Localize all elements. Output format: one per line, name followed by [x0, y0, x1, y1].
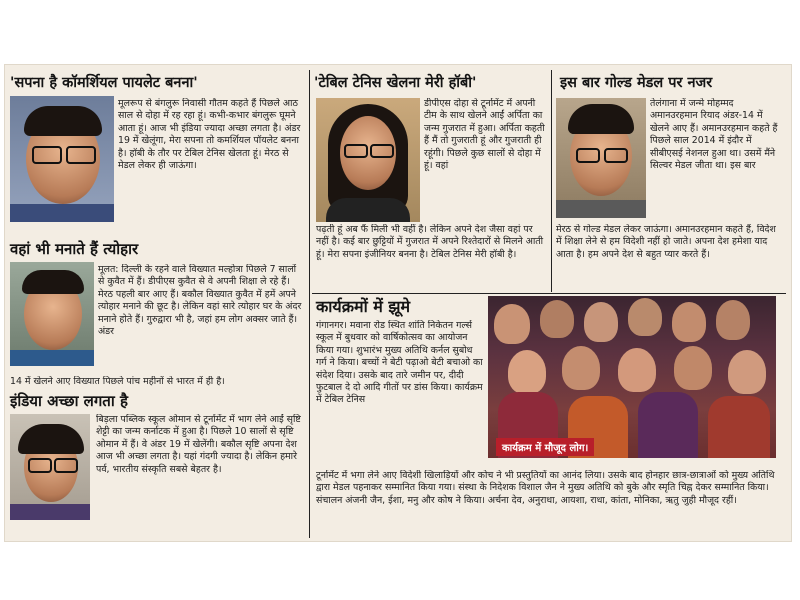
story4-photo — [316, 98, 420, 222]
story5-body-full: मेरठ से गोल्ड मेडल लेकर जाऊंगा। अमानउरहमान कहते हैं, विदेश में शिक्षा लेने से हम विदेशी नहीं हो जाते। अपना देश हमेशा याद आता है। हम अपने देश से बहुत प्यार करते हैं। — [556, 224, 776, 260]
story2-headline: वहां भी मनाते हैं त्योहार — [10, 240, 139, 258]
story4-body-right: डीपीएस दोहा से टूर्नामेंट में अपनी टीम के साथ खेलने आईं अर्पिता का जन्म गुजरात में हुआ। अर्पिता कहती हैं मैं तो गुजराती हूं और गुजराती ही रहूंगी। पिछले कुछ सालों से दोहा में हूं। वहां — [424, 98, 545, 172]
story3-body: बिड़ला पब्लिक स्कूल ओमान से टूर्नामेंट में भाग लेने आईं सृष्टि शेट्टी का जन्म कर्नाटक में हुआ है। पिछले 10 सालों से सृष्टि ओमान में हैं। वे अंडर 19 में खेलेंगी। बकौल सृष्टि अपना देश आज भी अच्छा लगता है। यहां गंदगी ज्यादा है। लेकिन हमारे पर्व, भारतीय संस्कृति सबसे बेहतर है। — [96, 414, 301, 475]
event-photo-caption: कार्यक्रम में मौजूद लोग। — [496, 438, 594, 456]
story2-body-right: मूलत: दिल्ली के रहने वाले विख्यात मल्होत्रा पिछले 7 सालों से कुवैत में हैं। डीपीएस कुवैत से वे अपनी शिक्षा ले रहे हैं। मेरठ पहली बार आए हैं। बकौल विख्यात कुवैत में हमें अपने त्योहार मनाने की छूट है। लेकिन वहां सारे त्योहार घर के अंदर मनाने होते हैं। गुरुद्वारा भी है, जहां हम लोग अक्सर जाते हैं। अंडर — [98, 264, 302, 338]
event-headline: कार्यक्रमों में झूमे — [316, 297, 411, 316]
story5-body-right: तेलंगाना में जन्मे मोहम्मद अमानउरहमान रियाद अंडर-14 में खेलने आए हैं। अमानउरहमान कहते हैं पिछले साल 2014 में इंदौर में सीबीएसई नेशनल हुआ था। उसमें मैंने सिल्वर मेडल जीता था। इस बार — [650, 98, 778, 172]
event-photo — [488, 296, 776, 458]
story5-photo — [556, 98, 646, 218]
column-divider-1 — [309, 70, 310, 538]
story4-body-full: पढ़ती हूं अब फैं मिली भी वहीं है। लेकिन अपने देश जैसा वहां पर नहीं है। कई बार छुट्टियों में गुजरात में अपने रिश्तेदारों से मिलने आती हूं। मेरा सपना इंजीनियर बनना है। टेबिल टेनिस मेरी हॉबी है। — [316, 224, 544, 260]
story4-headline: 'टेबिल टेनिस खेलना मेरी हॉबी' — [314, 75, 477, 91]
story3-headline: इंडिया अच्छा लगता है — [10, 392, 128, 410]
story2-body-full: 14 में खेलने आए विख्यात पिछले पांच महीनों से भारत में ही है। — [10, 376, 225, 387]
story2-photo — [10, 262, 94, 366]
story3-photo — [10, 414, 90, 520]
event-body-left: गंगानगर। मवाना रोड स्थित शांति निकेतन गर्ल्स स्कूल में बुधवार को वार्षिकोत्सव का आयोजन किया गया। शुभारंभ मुख्य अतिथि कर्नल सुबोध गर्ग ने किया। बच्चों ने बेटी पढ़ाओ बेटी बचाओ का संदेश दिया। उसके बाद तारे जमीन पर, दीदी फुटबाल दे दो आदि गीतों पर डांस किया। कार्यक्रम में टेबिल टेनिस — [316, 320, 483, 406]
section-divider — [312, 293, 786, 294]
story5-headline: इस बार गोल्ड मेडल पर नजर — [560, 75, 713, 91]
story1-photo — [10, 96, 114, 222]
event-body-full: टूर्नामेंट में भगा लेने आए विदेशी खिलाड़ियों और कोच ने भी प्रस्तुतियों का आनंद लिया। उसके बाद होनहार छात्र-छात्राओं को मुख्य अतिथि द्वारा मेडल पहनाकर सम्मानित किया गया। संस्था के निदेशक विशाल जैन ने मुख्य अतिथि को बुके और स्मृति चिह्न देकर सम्मानित किया। संचालन अंजनी जैन, ईशा, मनु और कोष ने किया। अर्चना देव, अनुराधा, आयशा, राधा, कांता, मोनिका, ऋतु जुही मौजूद रहीं। — [316, 470, 775, 506]
story1-headline: 'सपना है कॉमर्शियल पायलेट बनना' — [10, 75, 198, 91]
column-divider-2 — [551, 70, 552, 292]
story1-body: मूलरूप से बंगलुरू निवासी गौतम कहते हैं पिछले आठ साल से दोहा में रह रहा हूं। कभी-कभार बंगलुरू घूमने आता हूं। आज भी इंडिया ज्यादा अच्छा लगता है। अंडर 19 में खेलूंगा, मेरा सपना तो कमर्शियल पॉयलेट बनना है। हॉबी के तौर पर टेबिल टेनिस खेलता हूं। मेरठ से मेडल लेकर ही जाऊंगा। — [118, 98, 301, 172]
